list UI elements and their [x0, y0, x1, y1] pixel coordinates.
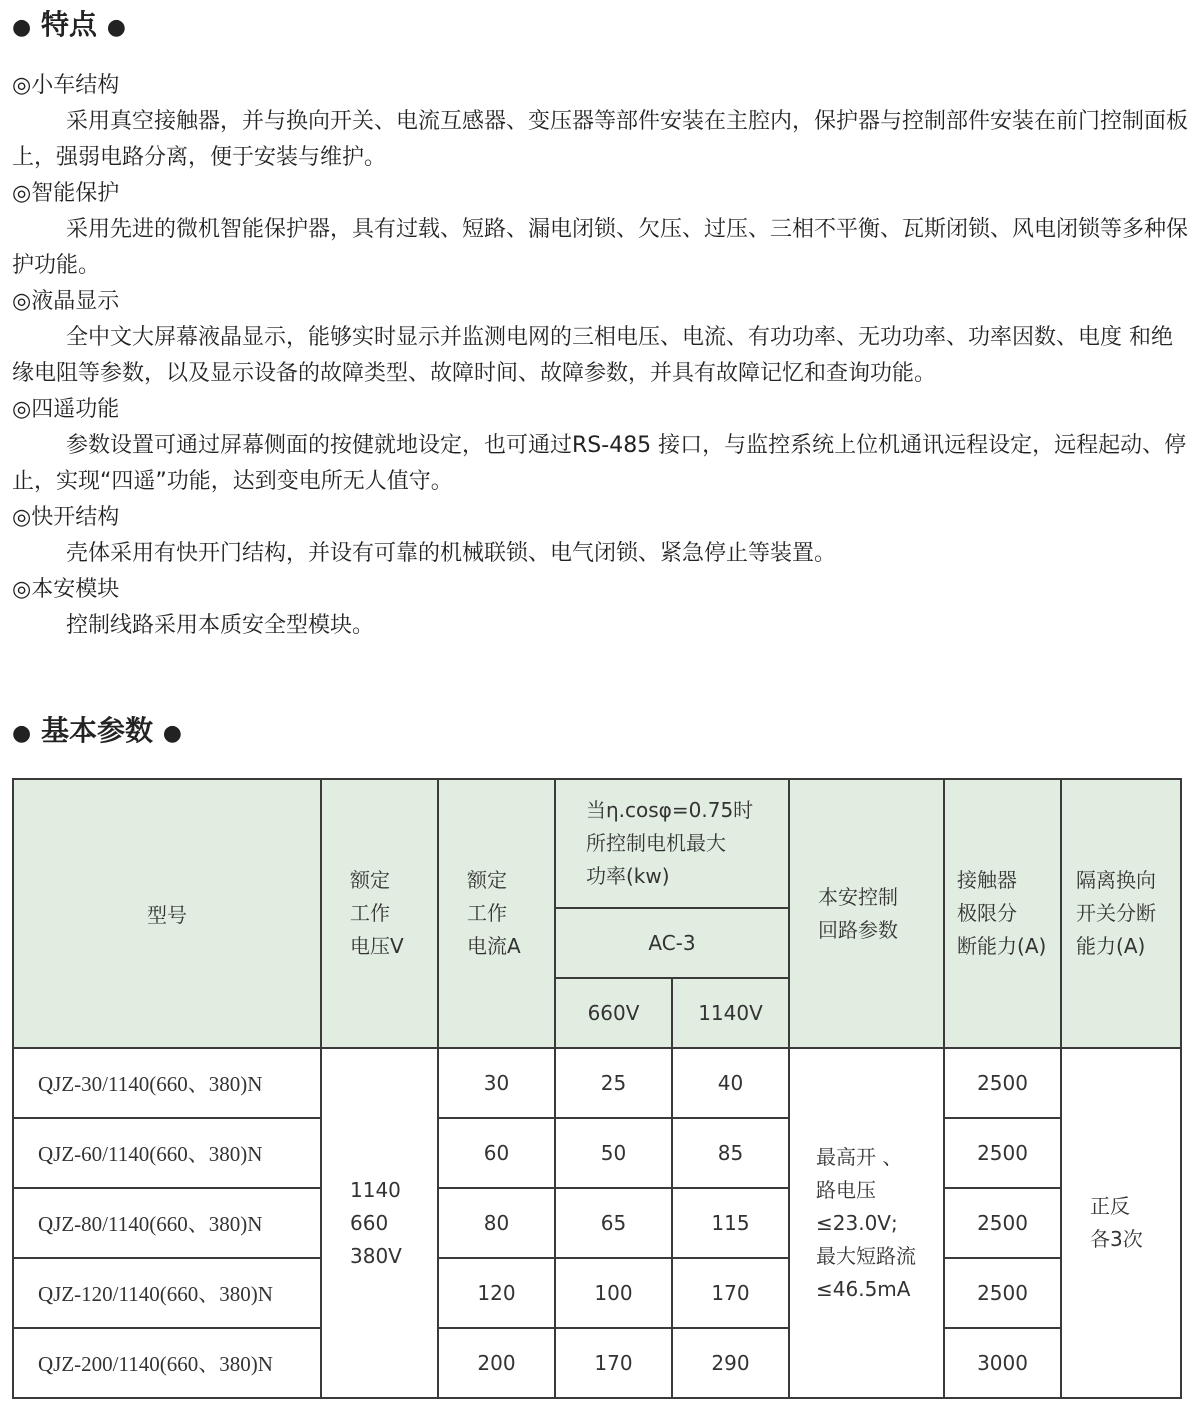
feature-body: 壳体采用有快开门结构，并设有可靠的机械联锁、电气闭锁、紧急停止等装置。 [66, 541, 837, 566]
cell-rated-current: 30 [438, 1048, 555, 1118]
cell-contactor-breaking: 2500 [944, 1118, 1061, 1188]
cell-rated-current: 80 [438, 1188, 555, 1258]
feature-heading: ◎液晶显示 [12, 289, 120, 314]
cell-isolator-breaking-text: 正反 各3次 [1090, 1194, 1143, 1251]
cell-rated-voltage-text: 1140 660 380V [350, 1177, 402, 1268]
header-contactor-breaking [944, 779, 1061, 1048]
params-table [12, 778, 1182, 1399]
table-row [13, 1328, 1181, 1398]
feature-item [12, 284, 1192, 392]
params-title [12, 711, 182, 751]
cell-contactor-breaking: 2500 [944, 1188, 1061, 1258]
params-title-text: 基本参数 [40, 714, 153, 747]
feature-heading: ◎智能保护 [12, 181, 120, 206]
cell-model: QJZ-120/1140(660、380)N [13, 1258, 321, 1328]
feature-heading: ◎快开结构 [12, 505, 120, 530]
cell-power-1140v: 40 [672, 1048, 789, 1118]
feature-heading: ◎小车结构 [12, 73, 120, 98]
cell-model: QJZ-30/1140(660、380)N [13, 1048, 321, 1118]
header-660v: 660V [555, 978, 672, 1048]
cell-power-1140v: 170 [672, 1258, 789, 1328]
cell-rated-voltage [321, 1048, 438, 1398]
cell-model: QJZ-80/1140(660、380)N [13, 1188, 321, 1258]
features-list [12, 68, 1192, 644]
feature-body: 控制线路采用本质安全型模块。 [66, 613, 375, 638]
feature-heading: ◎四遥功能 [12, 397, 120, 422]
header-intrinsic-params-text: 本安控制 回路参数 [818, 884, 899, 942]
cell-power-1140v: 290 [672, 1328, 789, 1398]
feature-item [12, 68, 1192, 176]
feature-body: 采用先进的微机智能保护器，具有过载、短路、漏电闭锁、欠压、过压、三相不平衡、瓦斯闭锁、风电闭锁等多种保护功能。 [12, 217, 1189, 278]
cell-power-660v: 25 [555, 1048, 672, 1118]
cell-rated-current: 60 [438, 1118, 555, 1188]
bullet-dot-icon: ● [12, 15, 32, 40]
features-title-text: 特点 [40, 8, 97, 41]
cell-intrinsic-params [789, 1048, 944, 1398]
feature-body: 采用真空接触器，并与换向开关、电流互感器、变压器等部件安装在主腔内，保护器与控制部件安装在前门控制面板上，强弱电路分离，便于安装与维护。 [12, 109, 1189, 170]
feature-item [12, 500, 1192, 572]
feature-body: 全中文大屏幕液晶显示，能够实时显示并监测电网的三相电压、电流、有功功率、无功功率、功率因数、电度 和绝缘电阻等参数，以及显示设备的故障类型、故障时间、故障参数，并具有故障记忆和查询功能。 [12, 325, 1173, 386]
header-current [438, 779, 555, 1048]
header-current-text: 额定 工作 电流A [467, 868, 521, 958]
table-row [13, 1118, 1181, 1188]
header-isolator-breaking-text: 隔离换向 开关分断 能力(A) [1076, 868, 1157, 958]
header-voltage-text: 额定 工作 电压V [350, 868, 404, 958]
table-row [13, 1048, 1181, 1118]
feature-item [12, 572, 1192, 644]
header-model: 型号 [13, 779, 321, 1048]
cell-contactor-breaking: 2500 [944, 1258, 1061, 1328]
cell-model: QJZ-200/1140(660、380)N [13, 1328, 321, 1398]
cell-power-660v: 65 [555, 1188, 672, 1258]
cell-power-1140v: 85 [672, 1118, 789, 1188]
features-title [12, 5, 126, 45]
feature-body: 参数设置可通过屏幕侧面的按健就地设定，也可通过RS-485 接口，与监控系统上位机通讯远程设定，远程起动、停止，实现“四遥”功能，达到变电所无人值守。 [12, 433, 1187, 494]
cell-intrinsic-params-text: 最高开 、 路电压 ≤23.0V; 最大短路流 ≤46.5mA [816, 1144, 917, 1301]
table-row [13, 1188, 1181, 1258]
cell-contactor-breaking: 2500 [944, 1048, 1061, 1118]
header-1140v: 1140V [672, 978, 789, 1048]
cell-isolator-breaking [1061, 1048, 1181, 1398]
table-row [13, 1258, 1181, 1328]
cell-power-660v: 170 [555, 1328, 672, 1398]
bullet-dot-icon: ● [12, 721, 32, 746]
cell-rated-current: 200 [438, 1328, 555, 1398]
cell-rated-current: 120 [438, 1258, 555, 1328]
feature-heading: ◎本安模块 [12, 577, 120, 602]
header-intrinsic-params [789, 779, 944, 1048]
feature-item [12, 392, 1192, 500]
bullet-dot-icon: ● [162, 721, 182, 746]
header-contactor-breaking-text: 接触器 极限分 断能力(A) [957, 868, 1047, 958]
cell-power-660v: 100 [555, 1258, 672, 1328]
cell-model: QJZ-60/1140(660、380)N [13, 1118, 321, 1188]
header-voltage [321, 779, 438, 1048]
feature-item [12, 176, 1192, 284]
header-isolator-breaking [1061, 779, 1181, 1048]
cell-contactor-breaking: 3000 [944, 1328, 1061, 1398]
cell-power-660v: 50 [555, 1118, 672, 1188]
header-ac3: AC-3 [555, 908, 789, 978]
bullet-dot-icon: ● [106, 15, 126, 40]
header-max-power-text: 当η.cosφ=0.75时 所控制电机最大 功率(kw) [586, 798, 754, 888]
header-max-power [555, 779, 789, 908]
cell-power-1140v: 115 [672, 1188, 789, 1258]
